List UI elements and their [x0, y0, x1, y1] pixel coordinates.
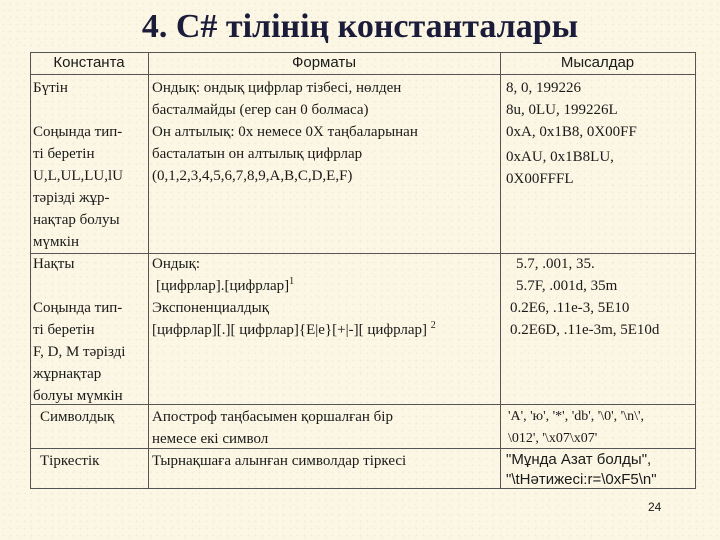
row3-examples: 'A', 'ю', '*', 'db', '\0', '\n\', \012', '\x07\x07' — [508, 409, 645, 446]
header-examples: Мысалдар — [560, 54, 635, 71]
row2-constant: Нақты Соңында тип- ті беретін F, D, M тәрізді жұрнақтар болуы мүмкін — [33, 256, 126, 404]
row4-format: Тырнақшаға алынған символдар тіркесі — [152, 453, 407, 469]
row1-examples: 8, 0, 199226 8u, 0LU, 199226L 0xA, 0x1B8, 0X00FF 0xAU, 0x1B8LU, 0X00FFFL — [506, 80, 637, 187]
page-number: 24 — [648, 500, 662, 514]
slide-title: 4. C# тілінің константалары — [141, 8, 579, 45]
row3-constant: Символдық — [40, 409, 115, 425]
row1-format: Ондық: ондық цифрлар тізбесі, нөлден басталмайды (егер сан 0 болмаса) Он алтылық: 0x немесе 0X таңбаларынан басталатын он алтылық цифрлар (0,1,2,3,4,5,6,7,8,9,A,B,C,D,E,F) — [152, 80, 418, 184]
header-constant: Константа — [53, 54, 125, 71]
header-format: Форматы — [291, 54, 357, 71]
row2-format: Ондық: [цифрлар].[цифрлар]$^1$ Экспоненциалдық [цифрлар][.][ цифрлар]{E|e}[+|-][ цифрлар] $^2$ — [152, 256, 436, 338]
row2-examples: 5.7, .001, 35. 5.7F, .001d, 35m 0.2E6, .11e-3, 5E10 0.2E6D, .11e-3m, 5E10d — [510, 256, 660, 338]
row4-examples: "Мұнда Азат болды", "\tНәтижесі:r=\0xF5\n" — [506, 451, 657, 488]
row4-constant: Тіркестік — [40, 453, 100, 469]
row3-format: Апостроф таңбасымен қоршалған бір немесе екі символ — [152, 409, 393, 447]
constants-table — [30, 52, 696, 489]
row1-constant: Бүтін Соңында тип- ті беретін U,L,UL,LU,lU тәрізді жұр- нақтар болуы мүмкін — [33, 80, 123, 250]
